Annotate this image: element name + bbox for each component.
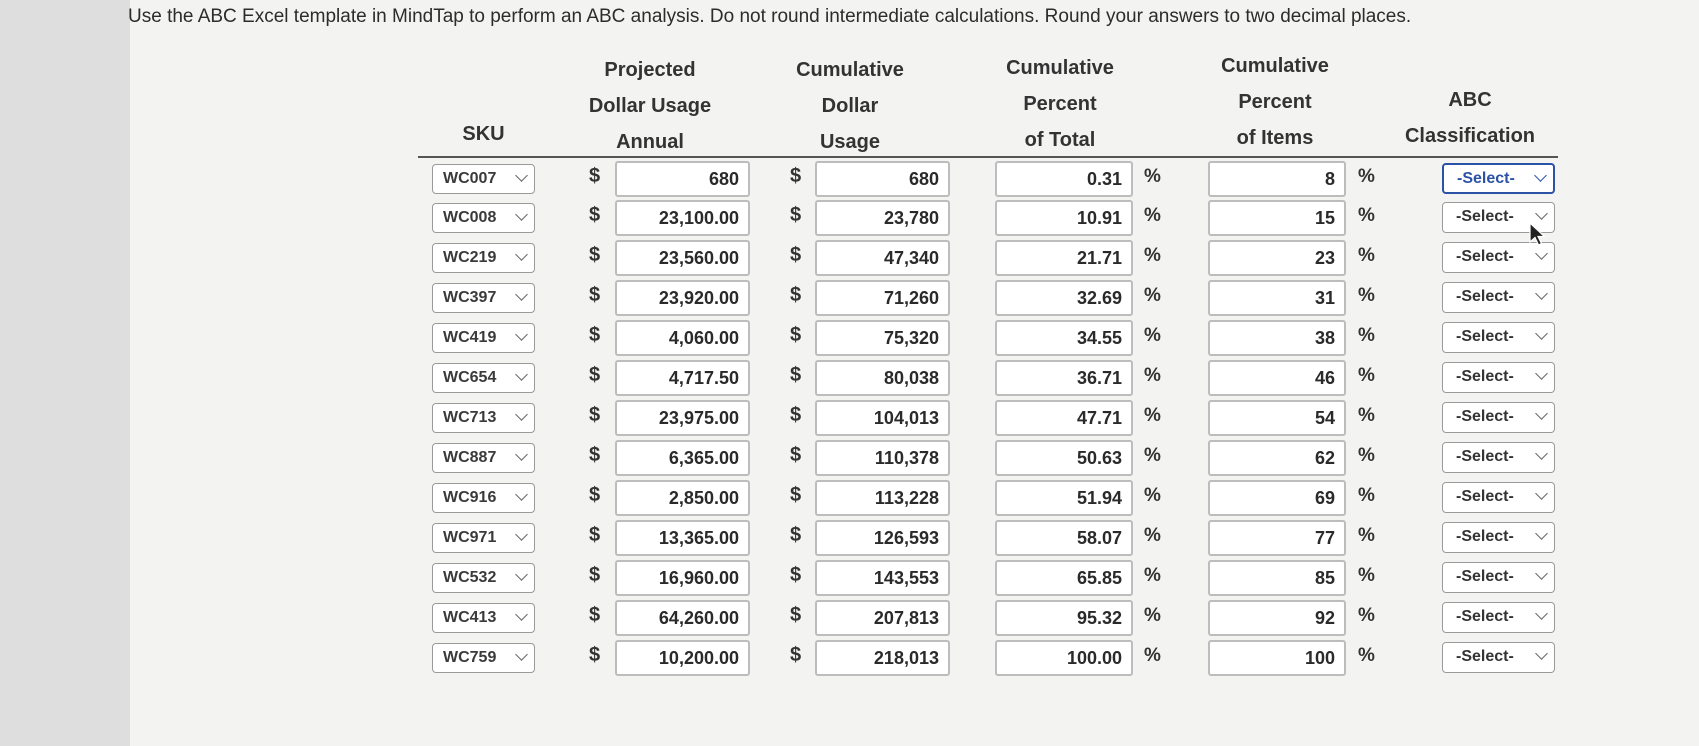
header-sku xyxy=(432,116,535,152)
cumulative-percent-items-field[interactable]: 23 xyxy=(1208,240,1346,276)
sku-select[interactable] xyxy=(432,363,535,393)
cumulative-percent-total-field[interactable]: 0.31 xyxy=(995,161,1133,197)
cumulative-percent-items-field[interactable]: 54 xyxy=(1208,400,1346,436)
sku-select[interactable] xyxy=(432,603,535,633)
cumulative-dollar-usage-field[interactable]: 75,320 xyxy=(815,320,950,356)
cumulative-percent-items-field[interactable]: 85 xyxy=(1208,560,1346,596)
dollar-sign: $ xyxy=(790,444,802,466)
sku-select[interactable] xyxy=(432,243,535,273)
projected-dollar-usage-field[interactable]: 23,560.00 xyxy=(615,240,750,276)
abc-classification-select[interactable] xyxy=(1442,482,1555,513)
abc-select-value: -Select- xyxy=(1456,408,1514,425)
header-abc-classification xyxy=(1390,82,1550,154)
abc-classification-select[interactable] xyxy=(1442,642,1555,673)
percent-sign: % xyxy=(1144,605,1161,626)
percent-sign: % xyxy=(1358,245,1375,266)
abc-classification-select[interactable] xyxy=(1442,163,1555,194)
cumulative-dollar-usage-field[interactable]: 110,378 xyxy=(815,440,950,476)
chevron-down-icon xyxy=(515,328,528,341)
sku-select[interactable] xyxy=(432,403,535,433)
cumulative-dollar-usage-field[interactable]: 23,780 xyxy=(815,200,950,236)
header-cum-pct-items-line-2: Percent xyxy=(1238,91,1312,113)
projected-dollar-usage-field[interactable]: 23,100.00 xyxy=(615,200,750,236)
abc-select-value: -Select- xyxy=(1456,488,1514,505)
projected-dollar-usage-field[interactable]: 23,920.00 xyxy=(615,280,750,316)
chevron-down-icon xyxy=(1535,207,1548,220)
header-cumulative-dollar-line-1: Cumulative xyxy=(796,59,904,81)
projected-dollar-usage-field[interactable]: 2,850.00 xyxy=(615,480,750,516)
cumulative-dollar-usage-field[interactable]: 218,013 xyxy=(815,640,950,676)
header-cumulative-dollar-line-3: Usage xyxy=(819,131,881,153)
percent-sign: % xyxy=(1144,565,1161,586)
cumulative-percent-items-field[interactable]: 31 xyxy=(1208,280,1346,316)
dollar-sign: $ xyxy=(589,165,601,187)
sku-select-value: WC713 xyxy=(443,409,497,426)
table-row xyxy=(0,560,1699,596)
chevron-down-icon xyxy=(1535,647,1548,660)
table-row xyxy=(0,320,1699,356)
projected-dollar-usage-field[interactable]: 4,060.00 xyxy=(615,320,750,356)
sku-select[interactable] xyxy=(432,523,535,553)
dollar-sign: $ xyxy=(790,364,802,386)
sku-select-value: WC916 xyxy=(443,489,497,506)
header-divider xyxy=(418,156,1558,158)
projected-dollar-usage-field[interactable]: 64,260.00 xyxy=(615,600,750,636)
sku-select[interactable] xyxy=(432,164,535,194)
sku-select-value: WC219 xyxy=(443,249,497,266)
chevron-down-icon xyxy=(1535,327,1548,340)
abc-classification-select[interactable] xyxy=(1442,562,1555,593)
cumulative-percent-total-field[interactable]: 47.71 xyxy=(995,400,1133,436)
header-cumulative-percent-total xyxy=(980,50,1140,158)
sku-select[interactable] xyxy=(432,483,535,513)
header-projected-line-3: Annual xyxy=(616,131,684,153)
abc-select-value: -Select- xyxy=(1456,208,1514,225)
table-row xyxy=(0,600,1699,636)
chevron-down-icon xyxy=(515,568,528,581)
dollar-sign: $ xyxy=(589,324,601,346)
percent-sign: % xyxy=(1144,166,1161,187)
percent-sign: % xyxy=(1144,285,1161,306)
percent-sign: % xyxy=(1358,605,1375,626)
sku-select-value: WC971 xyxy=(443,529,497,546)
cumulative-percent-items-field[interactable]: 92 xyxy=(1208,600,1346,636)
chevron-down-icon xyxy=(515,608,528,621)
dollar-sign: $ xyxy=(790,165,802,187)
percent-sign: % xyxy=(1358,645,1375,666)
cumulative-percent-items-field[interactable]: 46 xyxy=(1208,360,1346,396)
abc-select-value: -Select- xyxy=(1456,608,1514,625)
chevron-down-icon xyxy=(515,448,528,461)
header-sku-line-1: SKU xyxy=(462,123,505,145)
dollar-sign: $ xyxy=(790,244,802,266)
abc-select-value: -Select- xyxy=(1456,328,1514,345)
sku-select[interactable] xyxy=(432,283,535,313)
percent-sign: % xyxy=(1144,405,1161,426)
dollar-sign: $ xyxy=(589,204,601,226)
table-row xyxy=(0,280,1699,316)
chevron-down-icon xyxy=(515,288,528,301)
dollar-sign: $ xyxy=(790,284,802,306)
cumulative-percent-items-field[interactable]: 15 xyxy=(1208,200,1346,236)
header-cum-pct-items-line-1: Cumulative xyxy=(1221,55,1329,77)
header-cum-pct-total-line-3: of Total xyxy=(1024,129,1096,151)
projected-dollar-usage-field[interactable]: 680 xyxy=(615,161,750,197)
cumulative-percent-total-field[interactable]: 100.00 xyxy=(995,640,1133,676)
chevron-down-icon xyxy=(515,368,528,381)
cumulative-percent-total-field[interactable]: 36.71 xyxy=(995,360,1133,396)
percent-sign: % xyxy=(1358,445,1375,466)
dollar-sign: $ xyxy=(589,444,601,466)
table-row xyxy=(0,440,1699,476)
percent-sign: % xyxy=(1358,565,1375,586)
cumulative-dollar-usage-field[interactable]: 680 xyxy=(815,161,950,197)
dollar-sign: $ xyxy=(589,244,601,266)
mouse-cursor-icon xyxy=(1528,222,1548,248)
cumulative-percent-total-field[interactable]: 58.07 xyxy=(995,520,1133,556)
header-abc-line-1: ABC xyxy=(1448,89,1492,111)
percent-sign: % xyxy=(1144,445,1161,466)
chevron-down-icon xyxy=(515,648,528,661)
chevron-down-icon xyxy=(515,248,528,261)
abc-select-value: -Select- xyxy=(1457,170,1515,187)
header-cumulative-percent-items xyxy=(1195,48,1355,156)
dollar-sign: $ xyxy=(589,484,601,506)
cumulative-percent-total-field[interactable]: 65.85 xyxy=(995,560,1133,596)
cumulative-dollar-usage-field[interactable]: 80,038 xyxy=(815,360,950,396)
projected-dollar-usage-field[interactable]: 23,975.00 xyxy=(615,400,750,436)
chevron-down-icon xyxy=(1535,527,1548,540)
dollar-sign: $ xyxy=(589,564,601,586)
dollar-sign: $ xyxy=(589,284,601,306)
sku-select-value: WC008 xyxy=(443,209,497,226)
abc-select-value: -Select- xyxy=(1456,368,1514,385)
projected-dollar-usage-field[interactable]: 10,200.00 xyxy=(615,640,750,676)
abc-select-value: -Select- xyxy=(1456,528,1514,545)
cumulative-dollar-usage-field[interactable]: 143,553 xyxy=(815,560,950,596)
dollar-sign: $ xyxy=(790,604,802,626)
chevron-down-icon xyxy=(1535,567,1548,580)
abc-classification-select[interactable] xyxy=(1442,602,1555,633)
percent-sign: % xyxy=(1144,205,1161,226)
chevron-down-icon xyxy=(1534,169,1547,182)
abc-select-value: -Select- xyxy=(1456,448,1514,465)
table-row xyxy=(0,360,1699,396)
chevron-down-icon xyxy=(1535,287,1548,300)
sku-select-value: WC419 xyxy=(443,329,497,346)
abc-classification-select[interactable] xyxy=(1442,282,1555,313)
chevron-down-icon xyxy=(515,169,528,182)
chevron-down-icon xyxy=(1535,367,1548,380)
chevron-down-icon xyxy=(1535,407,1548,420)
abc-select-value: -Select- xyxy=(1456,568,1514,585)
cumulative-percent-total-field[interactable]: 32.69 xyxy=(995,280,1133,316)
dollar-sign: $ xyxy=(790,404,802,426)
cumulative-dollar-usage-field[interactable]: 47,340 xyxy=(815,240,950,276)
dollar-sign: $ xyxy=(589,644,601,666)
sku-select-value: WC887 xyxy=(443,449,497,466)
sku-select[interactable] xyxy=(432,643,535,673)
projected-dollar-usage-field[interactable]: 6,365.00 xyxy=(615,440,750,476)
chevron-down-icon xyxy=(515,488,528,501)
percent-sign: % xyxy=(1144,245,1161,266)
dollar-sign: $ xyxy=(589,524,601,546)
sku-select[interactable] xyxy=(432,203,535,233)
cumulative-percent-total-field[interactable]: 50.63 xyxy=(995,440,1133,476)
table-row xyxy=(0,640,1699,676)
sku-select-value: WC413 xyxy=(443,609,497,626)
sku-select[interactable] xyxy=(432,443,535,473)
cumulative-percent-items-field[interactable]: 62 xyxy=(1208,440,1346,476)
percent-sign: % xyxy=(1358,525,1375,546)
table-row xyxy=(0,400,1699,436)
percent-sign: % xyxy=(1144,645,1161,666)
header-projected-line-1: Projected xyxy=(604,59,696,81)
projected-dollar-usage-field[interactable]: 16,960.00 xyxy=(615,560,750,596)
percent-sign: % xyxy=(1358,205,1375,226)
sku-select-value: WC397 xyxy=(443,289,497,306)
header-cumulative-dollar-line-2: Dollar xyxy=(821,95,879,117)
chevron-down-icon xyxy=(515,408,528,421)
sku-select-value: WC532 xyxy=(443,569,497,586)
percent-sign: % xyxy=(1144,485,1161,506)
cumulative-percent-total-field[interactable]: 21.71 xyxy=(995,240,1133,276)
cumulative-dollar-usage-field[interactable]: 113,228 xyxy=(815,480,950,516)
projected-dollar-usage-field[interactable]: 13,365.00 xyxy=(615,520,750,556)
percent-sign: % xyxy=(1358,485,1375,506)
cumulative-dollar-usage-field[interactable]: 104,013 xyxy=(815,400,950,436)
chevron-down-icon xyxy=(1535,607,1548,620)
cumulative-percent-items-field[interactable]: 8 xyxy=(1208,161,1346,197)
percent-sign: % xyxy=(1144,365,1161,386)
table-row xyxy=(0,161,1699,197)
instructions-text: Use the ABC Excel template in MindTap to perform an ABC analysis. Do not round intermediate calculations. Round your answers to two decimal places. xyxy=(128,6,1412,27)
dollar-sign: $ xyxy=(589,364,601,386)
dollar-sign: $ xyxy=(790,564,802,586)
abc-classification-select[interactable] xyxy=(1442,322,1555,353)
table-row xyxy=(0,200,1699,236)
percent-sign: % xyxy=(1358,365,1375,386)
abc-classification-select[interactable] xyxy=(1442,402,1555,433)
cumulative-percent-total-field[interactable]: 51.94 xyxy=(995,480,1133,516)
dollar-sign: $ xyxy=(790,204,802,226)
cumulative-percent-total-field[interactable]: 34.55 xyxy=(995,320,1133,356)
abc-select-value: -Select- xyxy=(1456,648,1514,665)
dollar-sign: $ xyxy=(790,524,802,546)
sku-select-value: WC654 xyxy=(443,369,497,386)
header-cum-pct-total-line-1: Cumulative xyxy=(1006,57,1114,79)
cumulative-percent-items-field[interactable]: 100 xyxy=(1208,640,1346,676)
chevron-down-icon xyxy=(515,528,528,541)
abc-classification-select[interactable] xyxy=(1442,362,1555,393)
header-cumulative-dollar xyxy=(770,52,930,160)
abc-select-value: -Select- xyxy=(1456,288,1514,305)
table-row xyxy=(0,480,1699,516)
abc-select-value: -Select- xyxy=(1456,248,1514,265)
dollar-sign: $ xyxy=(790,644,802,666)
abc-classification-select[interactable] xyxy=(1442,522,1555,553)
header-abc-line-2: Classification xyxy=(1404,125,1536,147)
sku-select-value: WC759 xyxy=(443,649,497,666)
sku-select-value: WC007 xyxy=(443,170,497,187)
dollar-sign: $ xyxy=(790,324,802,346)
cumulative-dollar-usage-field[interactable]: 207,813 xyxy=(815,600,950,636)
table-row xyxy=(0,240,1699,276)
cumulative-percent-total-field[interactable]: 10.91 xyxy=(995,200,1133,236)
chevron-down-icon xyxy=(1535,487,1548,500)
percent-sign: % xyxy=(1144,525,1161,546)
cumulative-dollar-usage-field[interactable]: 126,593 xyxy=(815,520,950,556)
percent-sign: % xyxy=(1358,325,1375,346)
header-cum-pct-total-line-2: Percent xyxy=(1023,93,1097,115)
header-projected xyxy=(565,52,735,160)
percent-sign: % xyxy=(1358,405,1375,426)
percent-sign: % xyxy=(1144,325,1161,346)
table-row xyxy=(0,520,1699,556)
chevron-down-icon xyxy=(1535,447,1548,460)
chevron-down-icon xyxy=(515,208,528,221)
header-cum-pct-items-line-3: of Items xyxy=(1236,127,1314,149)
projected-dollar-usage-field[interactable]: 4,717.50 xyxy=(615,360,750,396)
header-projected-line-2: Dollar Usage xyxy=(588,95,712,117)
cumulative-percent-items-field[interactable]: 38 xyxy=(1208,320,1346,356)
sku-select[interactable] xyxy=(432,323,535,353)
percent-sign: % xyxy=(1358,166,1375,187)
dollar-sign: $ xyxy=(589,404,601,426)
cumulative-percent-items-field[interactable]: 69 xyxy=(1208,480,1346,516)
abc-classification-select[interactable] xyxy=(1442,442,1555,473)
percent-sign: % xyxy=(1358,285,1375,306)
chevron-down-icon xyxy=(1535,247,1548,260)
cumulative-percent-items-field[interactable]: 77 xyxy=(1208,520,1346,556)
dollar-sign: $ xyxy=(790,484,802,506)
cumulative-dollar-usage-field[interactable]: 71,260 xyxy=(815,280,950,316)
cumulative-percent-total-field[interactable]: 95.32 xyxy=(995,600,1133,636)
sku-select[interactable] xyxy=(432,563,535,593)
dollar-sign: $ xyxy=(589,604,601,626)
